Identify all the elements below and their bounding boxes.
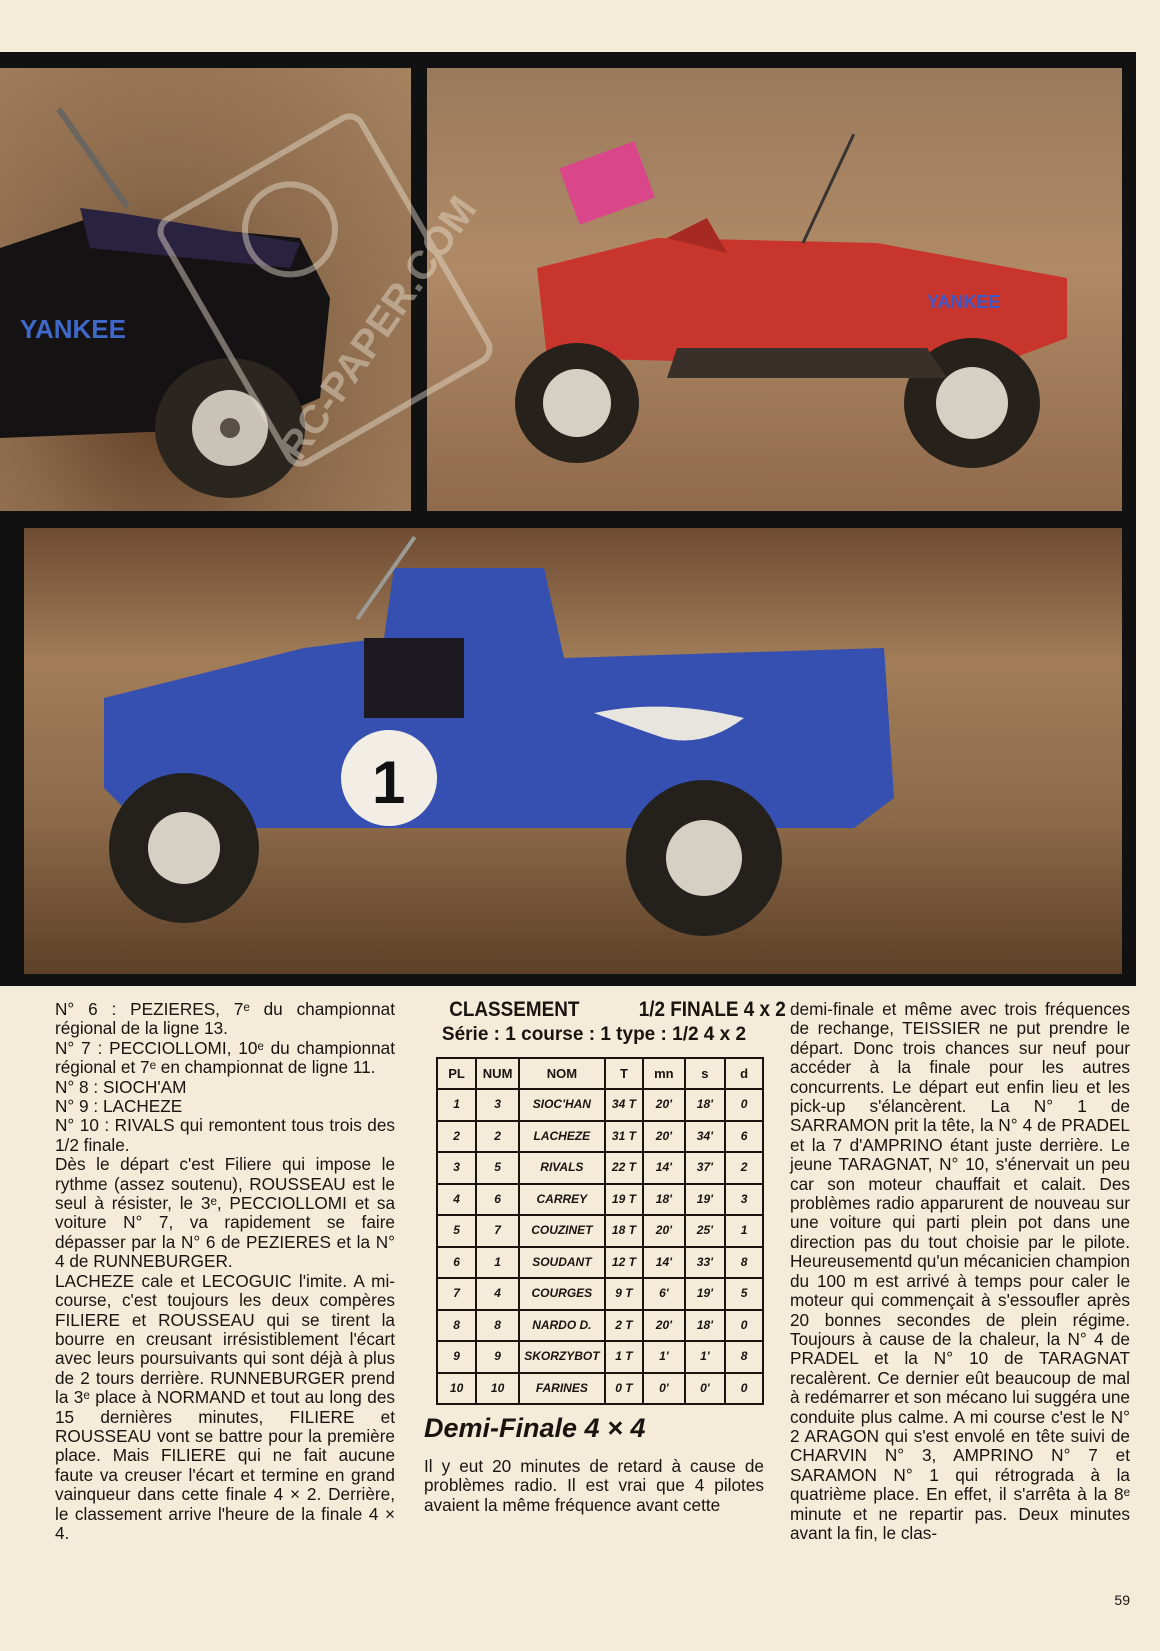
table-cell: 10: [437, 1373, 476, 1405]
paragraph: N° 9 : LACHEZE: [55, 1096, 183, 1117]
table-cell: 19': [685, 1278, 726, 1310]
classement-stage: 1/2 FINALE 4 x 2: [638, 998, 786, 1021]
table-row: [437, 1341, 763, 1373]
col-header-d: d: [725, 1058, 763, 1090]
table-cell: 8: [725, 1247, 763, 1279]
table-row: [437, 1247, 763, 1279]
left-text-column: [55, 1000, 395, 1543]
paragraph: Dès le départ c'est Filiere qui impose le rythme (assez soutenu), ROUSSEAU est le seul à résister, le 3ᵉ, PECCIOLLOMI et sa voiture N° 7, va rapidement se faire dépasser par la N° 6 de PEZIERES et la N° 4 de RUNNEBURGER.: [55, 1154, 395, 1272]
table-cell: 1': [643, 1341, 684, 1373]
table-cell: 9: [437, 1341, 476, 1373]
table-cell: 6: [725, 1121, 763, 1153]
photo-red-buggy: [427, 68, 1122, 511]
table-cell: 2: [437, 1121, 476, 1153]
table-row: [437, 1278, 763, 1310]
table-cell: 0': [685, 1373, 726, 1405]
table-cell: 4: [476, 1278, 519, 1310]
table-cell: CARREY: [519, 1184, 605, 1216]
table-cell: 0 T: [605, 1373, 644, 1405]
table-cell: 5: [476, 1152, 519, 1184]
table-cell: 14': [643, 1247, 684, 1279]
col-header-t: T: [605, 1058, 644, 1090]
table-cell: 0: [725, 1089, 763, 1121]
table-cell: 20': [643, 1215, 684, 1247]
table-cell: FARINES: [519, 1373, 605, 1405]
table-cell: 0: [725, 1373, 763, 1405]
table-cell: 20': [643, 1089, 684, 1121]
table-cell: SKORZYBOT: [519, 1341, 605, 1373]
table-cell: 5: [725, 1278, 763, 1310]
classement-table: [436, 1057, 764, 1406]
table-cell: 19 T: [605, 1184, 644, 1216]
table-cell: 1': [685, 1341, 726, 1373]
paragraph: N° 7 : PECCIOLLOMI, 10ᵉ du championnat régional et 7ᵉ en championnat de ligne 11.: [55, 1037, 395, 1078]
table-cell: 3: [437, 1152, 476, 1184]
table-cell: 37': [685, 1152, 726, 1184]
table-cell: COURGES: [519, 1278, 605, 1310]
table-cell: 7: [476, 1215, 519, 1247]
table-cell: RIVALS: [519, 1152, 605, 1184]
yankee-logo-red: YANKEE: [927, 292, 1001, 312]
table-row: [437, 1310, 763, 1342]
table-cell: 10: [476, 1373, 519, 1405]
table-cell: 34 T: [605, 1089, 644, 1121]
col-header-pl: PL: [437, 1058, 476, 1090]
table-row: [437, 1215, 763, 1247]
table-cell: 6: [476, 1184, 519, 1216]
table-cell: 12 T: [605, 1247, 644, 1279]
table-row: [437, 1121, 763, 1153]
table-cell: 20': [643, 1310, 684, 1342]
table-cell: 25': [685, 1215, 726, 1247]
watermark-text: RC-PAPER.COM: [271, 188, 486, 469]
table-cell: 1: [476, 1247, 519, 1279]
col-header-nom: NOM: [519, 1058, 605, 1090]
yankee-logo-black: YANKEE: [20, 314, 126, 344]
watermark-stamp: [150, 90, 500, 490]
table-cell: 9 T: [605, 1278, 644, 1310]
paragraph: N° 6 : PEZIERES, 7ᵉ du championnat régional de la ligne 13.: [55, 999, 395, 1039]
paragraph: N° 8 : SIOCH'AM: [55, 1076, 187, 1097]
table-cell: 9: [476, 1341, 519, 1373]
table-cell: 20': [643, 1121, 684, 1153]
table-cell: 18 T: [605, 1215, 644, 1247]
page-number: 59: [1114, 1592, 1130, 1608]
pickup-number: 1: [372, 749, 406, 816]
table-cell: 7: [437, 1278, 476, 1310]
classement-title: CLASSEMENT: [449, 998, 580, 1021]
paragraph: N° 10 : RIVALS qui remontent tous trois des 1/2 finale.: [55, 1115, 395, 1155]
table-cell: 18': [643, 1184, 684, 1216]
paragraph: demi-finale et même avec trois fréquences de rechange, TEISSIER ne put prendre le départ. Donc trois chances sur neuf pour accéder à la finale pour les autres concurrents. Le départ eut enfin lieu et les pick-up s'élancèrent. La N° 1 de SARRAMON prit la tête, la N° 4 de PRADEL et la 7 d'AMPRINO étant juste derrière. Le jeune TARAGNAT, N° 10, s'énervait un peu car son moteur chauffait et calait. Des problèmes radio apparurent de nouveau sur une voiture qui parti plein pot dans une direction pas du tout choisie par le pilote. Heureusementd qu'un mécanicien champion du 100 m est arrivé à temps pour caler le moteur qui commençait à s'essoufler après 20 bonnes secondes de plein régime. Toujours à cause de la chaleur, la N° 4 de PRADEL et la N° 10 de TARAGNAT recalèrent. Ce dernier eût beaucoup de mal à redémarrer et son mécano lui suggéra une conduite plus calme. A mi course c'est le N° 2 ARAGON qui s'est envolé en tête suivi de CHARVIN N° 3, AMPRINO N° 7 et SARAMON N° 1 qui rétrograda à la quatrième place. En effet, il s'arrêta à la 8ᵉ minute et ne repartir pas. Deux minutes avant la fin, le clas-: [790, 999, 1130, 1543]
table-header-row: [437, 1058, 763, 1090]
table-row: [437, 1184, 763, 1216]
table-cell: 1: [725, 1215, 763, 1247]
table-row: [437, 1089, 763, 1121]
table-cell: 34': [685, 1121, 726, 1153]
table-cell: 3: [725, 1184, 763, 1216]
table-cell: 1: [437, 1089, 476, 1121]
col-header-num: NUM: [476, 1058, 519, 1090]
right-text-column: [790, 1000, 1130, 1543]
table-cell: 0': [643, 1373, 684, 1405]
paragraph: LACHEZE cale et LECOGUIC l'imite. A mi-course, c'est toujours les deux compères FILIERE et ROUSSEAU qui se tirent la bourre en creusant irrésistiblement l'écart avec leurs poursuivants qui sont déjà à plus de 2 tours derrière. RUNNEBURGER prend la 3ᵉ place à NORMAND et tout au long des 15 dernières minutes, FILIERE et ROUSSEAU vont se battre pour la première place. Mais FILIERE qui ne fait aucune faute va creuser l'écart et termine en grand vainqueur dans cette finale 4 × 2. Derrière, le classement arrive l'heure de la finale 4 × 4.: [55, 1270, 395, 1543]
table-cell: 8: [437, 1310, 476, 1342]
table-cell: 19': [685, 1184, 726, 1216]
table-row: [437, 1152, 763, 1184]
section-title-demi-finale: Demi-Finale 4 × 4: [424, 1413, 646, 1444]
col-header-s: s: [685, 1058, 726, 1090]
table-cell: 2: [476, 1121, 519, 1153]
table-cell: 31 T: [605, 1121, 644, 1153]
table-cell: 8: [725, 1341, 763, 1373]
table-cell: 5: [437, 1215, 476, 1247]
table-cell: 6': [643, 1278, 684, 1310]
table-cell: NARDO D.: [519, 1310, 605, 1342]
paragraph: Il y eut 20 minutes de retard à cause de problèmes radio. Il est vrai que 4 pilotes avaient la même fréquence avant cette: [424, 1455, 764, 1515]
table-cell: COUZINET: [519, 1215, 605, 1247]
table-cell: 6: [437, 1247, 476, 1279]
table-row: [437, 1373, 763, 1405]
classement-heading: [424, 1000, 807, 1019]
table-cell: 1 T: [605, 1341, 644, 1373]
table-cell: SIOC'HAN: [519, 1089, 605, 1121]
table-cell: 3: [476, 1089, 519, 1121]
table-cell: SOUDANT: [519, 1247, 605, 1279]
col-header-mn: mn: [643, 1058, 684, 1090]
table-cell: 14': [643, 1152, 684, 1184]
middle-column: [424, 998, 786, 1515]
photo-blue-pickup: [24, 528, 1122, 974]
table-cell: 18': [685, 1310, 726, 1342]
table-cell: 8: [476, 1310, 519, 1342]
table-cell: LACHEZE: [519, 1121, 605, 1153]
classement-subtitle: Série : 1 course : 1 type : 1/2 4 x 2: [441, 1024, 747, 1046]
table-cell: 0: [725, 1310, 763, 1342]
table-cell: 2: [725, 1152, 763, 1184]
table-cell: 33': [685, 1247, 726, 1279]
table-cell: 2 T: [605, 1310, 644, 1342]
table-cell: 18': [685, 1089, 726, 1121]
table-cell: 4: [437, 1184, 476, 1216]
table-cell: 22 T: [605, 1152, 644, 1184]
